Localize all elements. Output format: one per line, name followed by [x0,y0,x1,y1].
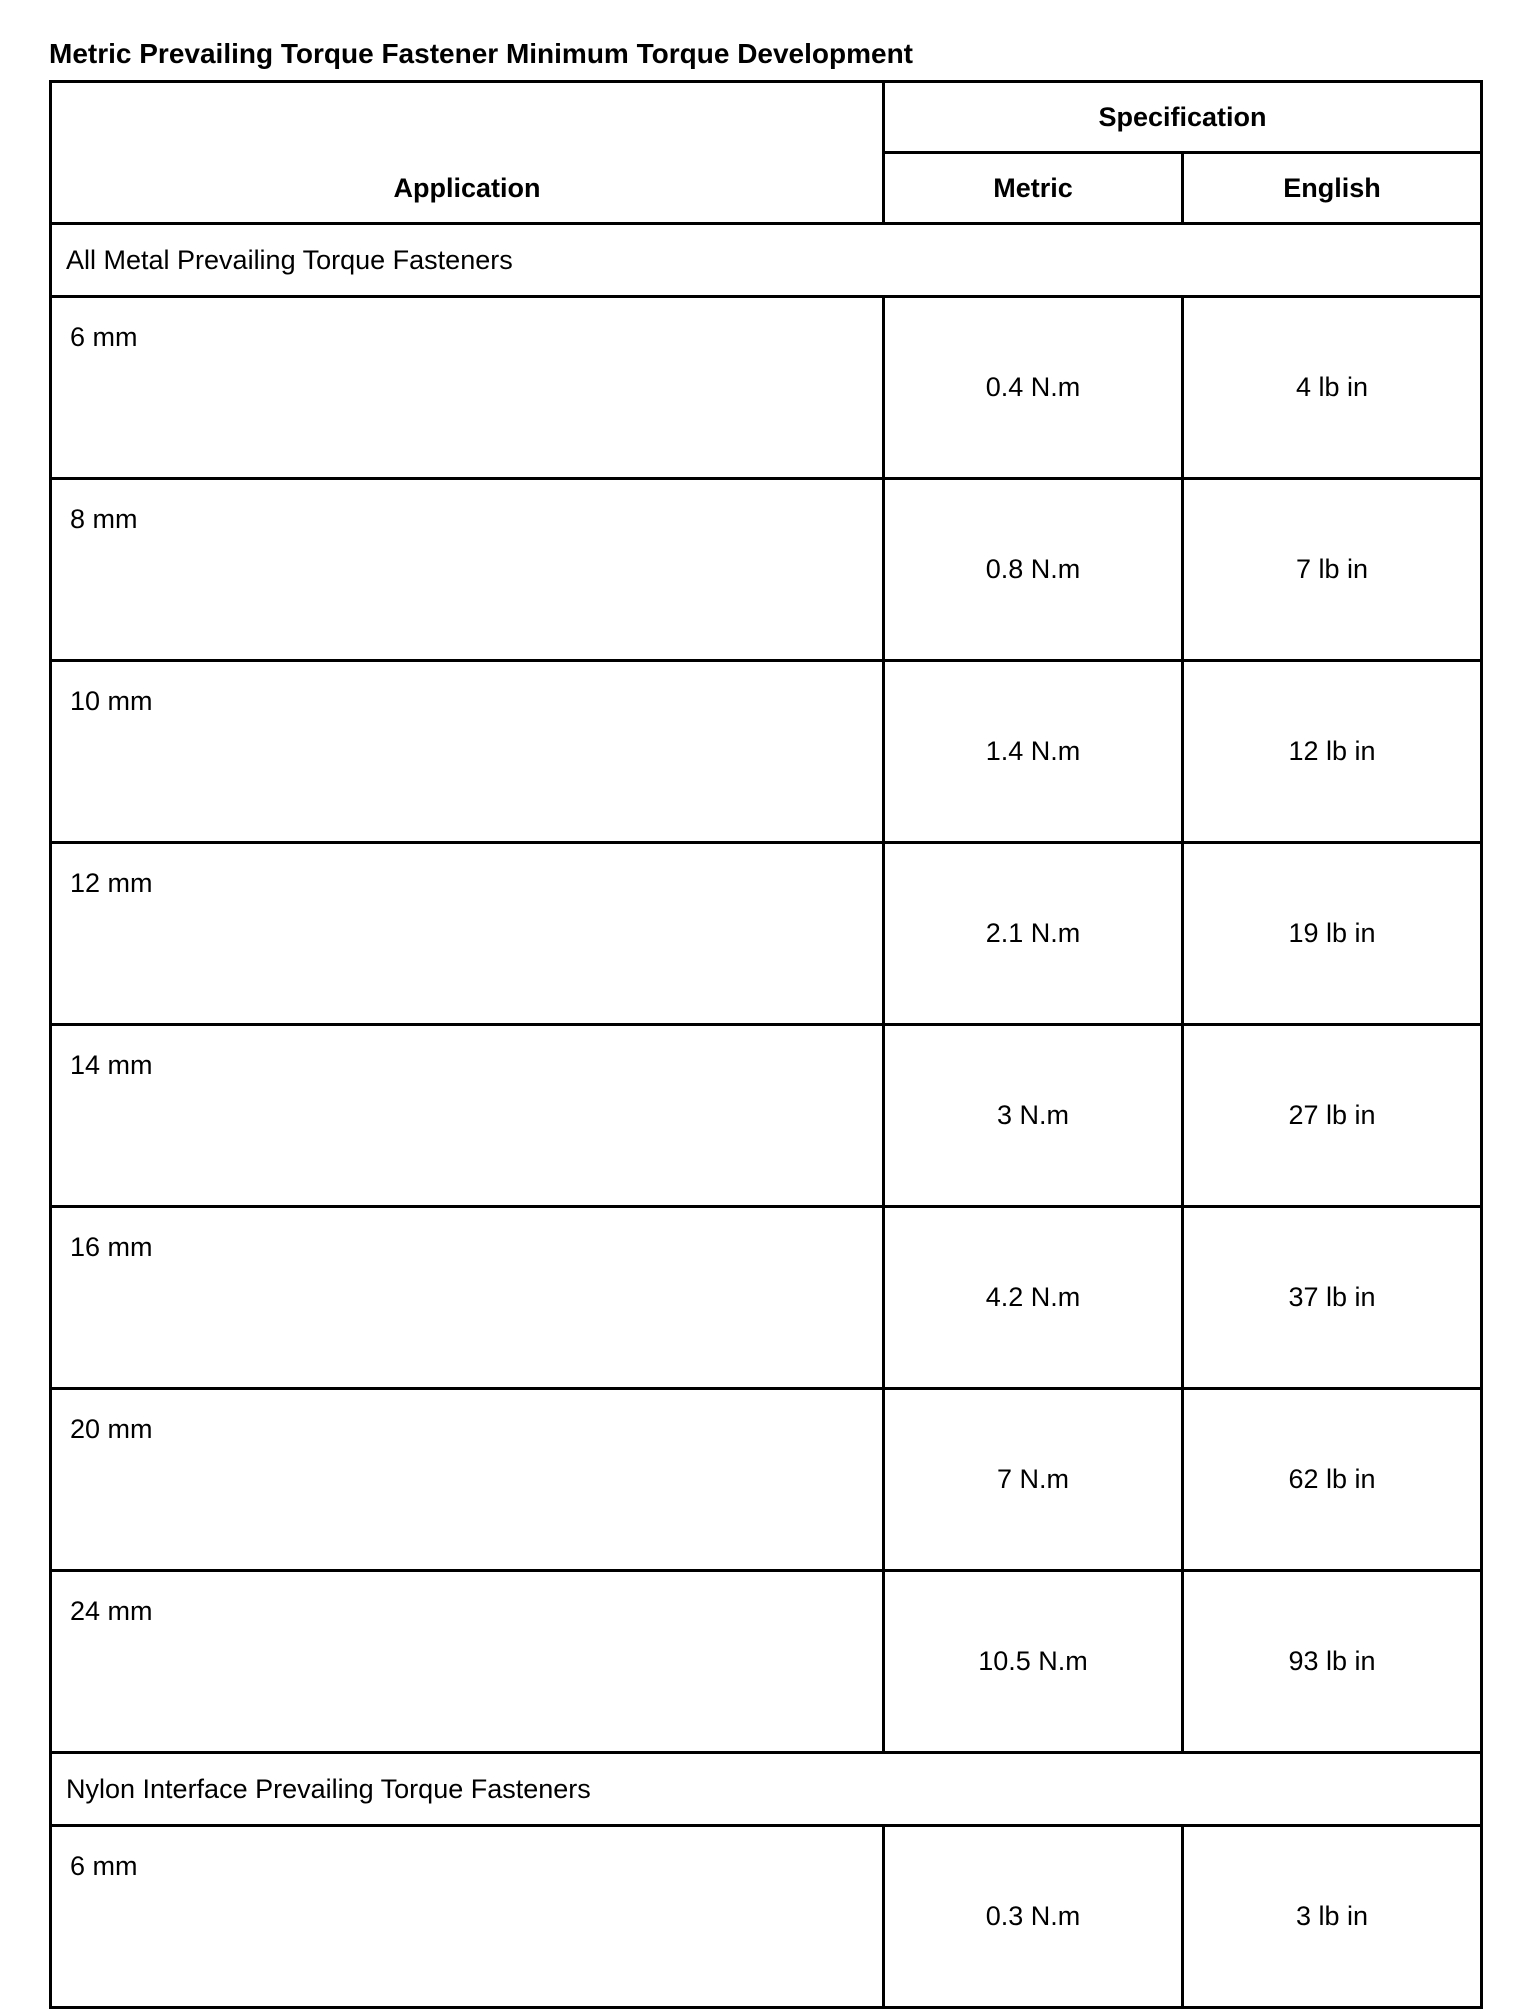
section-row-all-metal [51,224,1482,297]
english-torque-cell: 62 lb in [1183,1389,1482,1571]
metric-torque-cell: 3 N.m [884,1025,1183,1207]
metric-torque-cell: 7 N.m [884,1389,1183,1571]
english-torque-cell: 12 lb in [1183,661,1482,843]
fastener-size-cell: 14 mm [51,1025,884,1207]
english-torque-cell: 7 lb in [1183,479,1482,661]
table-row [51,1389,1482,1571]
section-row-nylon-interface [51,1753,1482,1826]
document-title: Metric Prevailing Torque Fastener Minimum Torque Development [49,38,914,69]
metric-torque-cell: 1.4 N.m [884,661,1183,843]
metric-torque-cell: 4.2 N.m [884,1207,1183,1389]
metric-column-header: Metric [884,153,1183,224]
metric-torque-cell: 10.5 N.m [884,1571,1183,1753]
table-header [51,82,1482,224]
english-torque-cell: 93 lb in [1183,1571,1482,1753]
header-row-top [51,82,1482,153]
specification-column-header: Specification [884,82,1482,153]
table-row [51,1571,1482,1753]
fastener-size-cell: 20 mm [51,1389,884,1571]
english-column-header: English [1183,153,1482,224]
table-row [51,297,1482,479]
table-row [51,843,1482,1025]
fastener-size-cell: 12 mm [51,843,884,1025]
table-row [51,479,1482,661]
fastener-size-cell: 8 mm [51,479,884,661]
metric-torque-cell: 2.1 N.m [884,843,1183,1025]
table-body [51,224,1482,2008]
fastener-size-cell: 24 mm [51,1571,884,1753]
fastener-size-cell: 16 mm [51,1207,884,1389]
metric-torque-cell: 0.3 N.m [884,1826,1183,2008]
table-row [51,1207,1482,1389]
english-torque-cell: 19 lb in [1183,843,1482,1025]
fastener-size-cell: 10 mm [51,661,884,843]
fastener-size-cell: 6 mm [51,1826,884,2008]
section-label: Nylon Interface Prevailing Torque Fasteners [51,1753,1482,1826]
english-torque-cell: 37 lb in [1183,1207,1482,1389]
english-torque-cell: 3 lb in [1183,1826,1482,2008]
table-row [51,661,1482,843]
english-torque-cell: 27 lb in [1183,1025,1482,1207]
section-label: All Metal Prevailing Torque Fasteners [51,224,1482,297]
table-row [51,1826,1482,2008]
torque-spec-table [49,80,1483,2009]
application-column-header: Application [51,82,884,224]
metric-torque-cell: 0.4 N.m [884,297,1183,479]
metric-torque-cell: 0.8 N.m [884,479,1183,661]
english-torque-cell: 4 lb in [1183,297,1482,479]
table-row [51,1025,1482,1207]
fastener-size-cell: 6 mm [51,297,884,479]
